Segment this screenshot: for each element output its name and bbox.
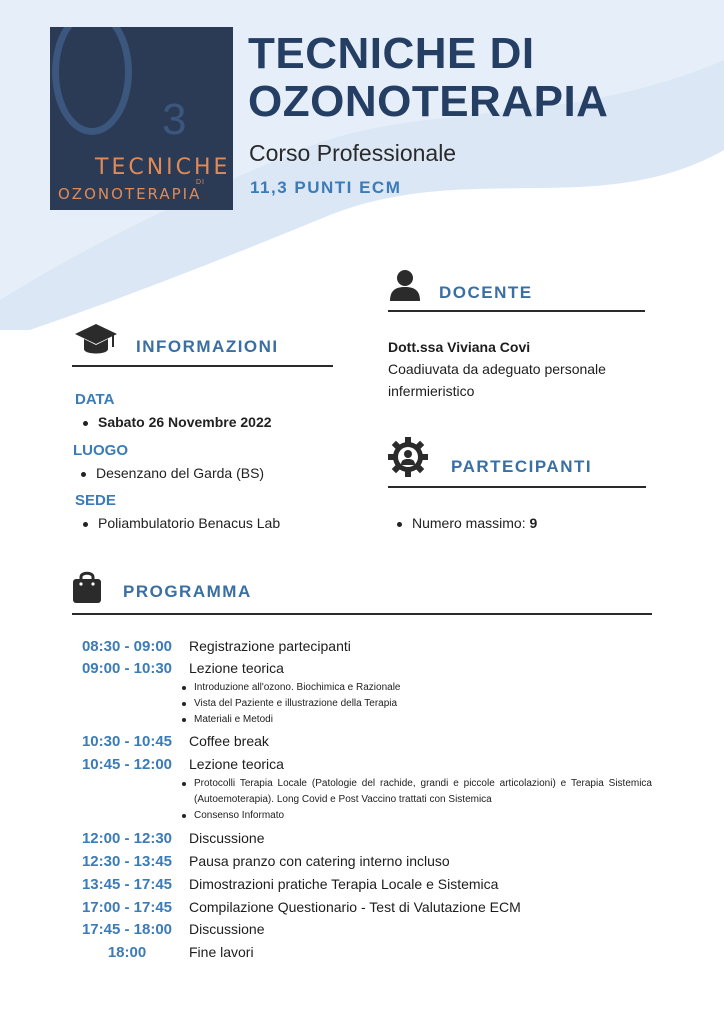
program-row	[72, 944, 652, 967]
sede-value-item	[83, 515, 280, 531]
program-sub-text: Materiali e Metodi	[194, 714, 273, 725]
bullet	[83, 421, 88, 426]
program-time: 10:45 - 12:00	[81, 756, 173, 773]
docente-divider	[388, 310, 645, 312]
program-activity: Compilazione Questionario - Test di Valutazione ECM	[189, 899, 521, 915]
bullet	[397, 522, 402, 527]
logo-line3: OZONOTERAPIA	[58, 185, 202, 203]
data-value: Sabato 26 Novembre 2022	[98, 414, 272, 430]
program-time: 10:30 - 10:45	[81, 733, 173, 750]
program-time: 18:00	[107, 944, 147, 961]
partecipanti-heading: PARTECIPANTI	[451, 457, 593, 476]
program-sub-text: Consenso Informato	[194, 810, 285, 821]
program-time: 17:00 - 17:45	[81, 899, 173, 916]
page-title	[248, 30, 608, 126]
program-sub-item	[194, 696, 652, 712]
program-row	[72, 921, 652, 944]
program-sub-text: Protocolli Terapia Locale (Patologie del rachide, grandi e piccole articolazioni) e Terapia Sistemica (Autoemoterapia). Long Covid e Post Vaccino trattati con Sistemica	[194, 778, 652, 805]
docente-heading: DOCENTE	[439, 283, 533, 302]
program-row	[72, 830, 652, 853]
program-activity: Fine lavori	[189, 944, 254, 960]
partecipanti-item	[397, 515, 537, 531]
gear-person-icon	[387, 436, 429, 478]
bullet	[81, 472, 86, 477]
programma-divider	[72, 613, 652, 615]
program-time: 13:45 - 17:45	[81, 876, 173, 893]
title-line1: TECNICHE DI	[248, 29, 535, 78]
program-activity: Registrazione partecipanti	[189, 638, 351, 654]
data-value-item	[83, 414, 272, 430]
person-icon	[388, 268, 422, 302]
program-time: 08:30 - 09:00	[81, 638, 173, 655]
bullet	[182, 782, 186, 786]
bullet	[83, 522, 88, 527]
docente-name: Dott.ssa Viviana Covi	[388, 339, 531, 355]
data-label: DATA	[75, 391, 115, 408]
program-row	[72, 733, 652, 756]
program-activity: Discussione	[189, 921, 265, 937]
program-time: 17:45 - 18:00	[81, 921, 173, 938]
program-time: 12:00 - 12:30	[81, 830, 173, 847]
sede-label: SEDE	[75, 492, 116, 509]
program-activity: Dimostrazioni pratiche Terapia Locale e Sistemica	[189, 876, 499, 892]
program-row	[72, 899, 652, 922]
docente-description: Coadiuvata da adeguato personale infermieristico	[388, 361, 606, 399]
informazioni-divider	[72, 365, 333, 367]
program-sub-item	[194, 680, 652, 696]
title-line2: OZONOTERAPIA	[248, 77, 609, 126]
informazioni-heading: INFORMAZIONI	[136, 337, 279, 356]
logo-line2: DI	[196, 179, 205, 186]
partecipanti-value: 9	[529, 515, 538, 531]
luogo-value-item	[81, 465, 264, 481]
logo-line1: TECNICHE	[95, 155, 231, 180]
bag-icon	[72, 570, 102, 604]
sede-value: Poliambulatorio Benacus Lab	[98, 515, 281, 531]
program-activity: Discussione	[189, 830, 265, 846]
page-subtitle: Corso Professionale	[249, 140, 457, 166]
program-activity: Coffee break	[189, 733, 269, 749]
program-sub-item	[194, 808, 652, 824]
bullet	[182, 814, 186, 818]
logo-ozone-symbol	[52, 27, 132, 135]
course-logo	[50, 27, 233, 210]
program-activity: Lezione teorica	[189, 756, 284, 772]
program-sub-text: Vista del Paziente e illustrazione della Terapia	[194, 698, 398, 709]
program-sub-item	[194, 712, 652, 728]
program-sub-text: Introduzione all'ozono. Biochimica e Razionale	[194, 682, 401, 693]
program-activity: Lezione teorica	[189, 660, 284, 676]
partecipanti-label: Numero massimo:	[412, 515, 530, 531]
program-row	[72, 638, 652, 661]
program-row	[72, 876, 652, 899]
program-time: 12:30 - 13:45	[81, 853, 173, 870]
program-activity: Pausa pranzo con catering interno incluso	[189, 853, 450, 869]
partecipanti-divider	[388, 486, 646, 488]
ecm-points: 11,3 PUNTI ECM	[250, 178, 402, 197]
program-row	[72, 853, 652, 876]
luogo-label: LUOGO	[73, 442, 128, 459]
programma-heading: PROGRAMMA	[123, 582, 252, 601]
logo-subscript: 3	[162, 95, 187, 144]
program-sub-item	[194, 776, 652, 808]
program-time: 09:00 - 10:30	[81, 660, 173, 677]
graduation-cap-icon	[74, 322, 118, 358]
bullet	[182, 686, 186, 690]
bullet	[182, 702, 186, 706]
luogo-value: Desenzano del Garda (BS)	[96, 465, 265, 481]
bullet	[182, 718, 186, 722]
